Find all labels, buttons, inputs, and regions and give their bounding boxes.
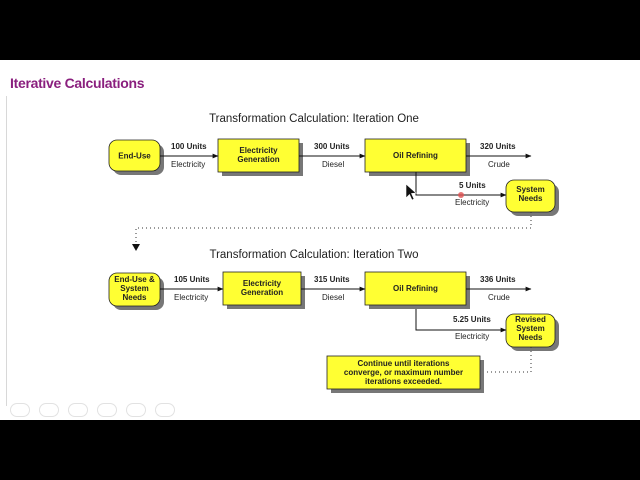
svg-text:System: System [516,185,545,194]
svg-text:Electricity: Electricity [239,146,278,155]
iter2-flow4-qty: 5.25 Units [453,315,491,324]
slide-title: Iterative Calculations [10,75,145,91]
iter2-end-use-node [109,273,164,310]
feedback-loop [136,212,531,246]
transformation-diagram [0,60,640,420]
iter2-flow3-kind: Crude [488,293,510,302]
iter2-flow2-kind: Diesel [322,293,345,302]
svg-text:Electricity: Electricity [242,279,282,288]
toolbar-back-button[interactable] [10,403,30,417]
iter2-refining-node [365,272,470,309]
iteration-two-heading: Transformation Calculation: Iteration Two [209,249,419,261]
iter1-end-use-node [109,140,164,175]
continue-note [327,356,484,393]
svg-text:Needs: Needs [518,333,543,342]
svg-text:iterations exceeded.: iterations exceeded. [365,377,442,386]
slide-toolbar [10,403,175,417]
iter2-flow3-qty: 336 Units [480,275,516,284]
iter2-flow2-qty: 315 Units [314,275,350,284]
svg-text:Oil Refining: Oil Refining [393,284,438,293]
iter1-flow2-kind: Diesel [322,160,345,169]
iteration-one-heading: Transformation Calculation: Iteration One [209,113,419,125]
svg-text:Continue until iterations: Continue until iterations [357,359,450,368]
iter1-flow3-qty: 320 Units [480,142,516,151]
iter1-system-needs-node [506,180,559,216]
svg-text:Needs: Needs [518,194,543,203]
iter1-flow4-kind: Electricity [455,198,490,207]
iter1-flow1-qty: 100 Units [171,142,207,151]
iter1-flow1-kind: Electricity [171,160,206,169]
toolbar-slides-button[interactable] [97,403,117,417]
svg-text:Revised: Revised [515,315,546,324]
iter1-generation-node [218,139,303,176]
iter2-flow1-kind: Electricity [174,293,209,302]
iter2-flow4-kind: Electricity [455,332,490,341]
svg-text:System: System [120,284,149,293]
toolbar-pen-button[interactable] [68,403,88,417]
toolbar-zoom-button[interactable] [126,403,146,417]
iter2-system-needs-node [506,314,559,351]
svg-text:Generation: Generation [240,288,284,297]
svg-text:End-Use &: End-Use & [114,275,155,284]
slide [0,60,640,420]
svg-text:System: System [516,324,545,333]
iter1-flow2-qty: 300 Units [314,142,350,151]
iter1-refining-node [365,139,470,176]
iter1-flow3-kind: Crude [488,160,510,169]
iter1-flow4-qty: 5 Units [459,181,486,190]
iter2-generation-node [223,272,305,309]
toolbar-forward-button[interactable] [39,403,59,417]
iter1-end-use-label: End-Use [118,151,151,161]
svg-text:Oil Refining: Oil Refining [393,151,438,160]
toolbar-more-button[interactable] [155,403,175,417]
svg-text:Needs: Needs [122,293,147,302]
svg-text:converge, or maximum number: converge, or maximum number [343,368,464,377]
iter2-flow1-qty: 105 Units [174,275,210,284]
svg-text:Generation: Generation [237,155,280,164]
